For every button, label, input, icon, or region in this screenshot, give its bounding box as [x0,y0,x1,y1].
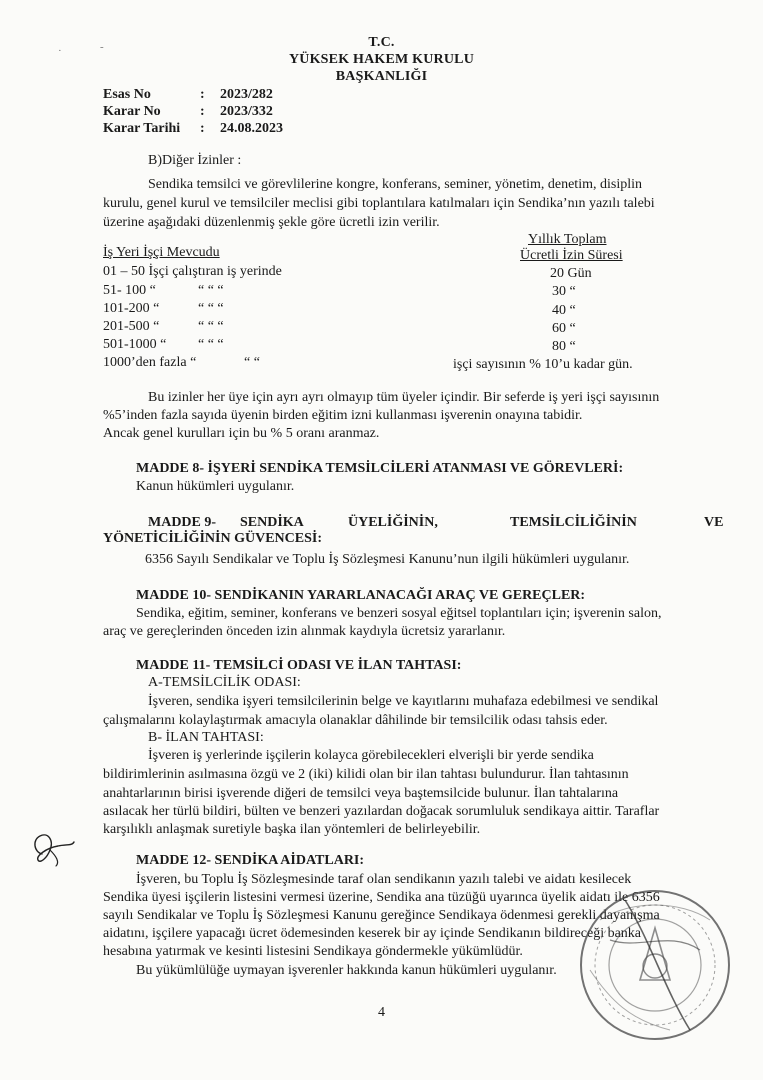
meta-colon: : [200,104,205,119]
subsection-a-title: A-TEMSİLCİLİK ODASI: [148,675,301,690]
table-row-label: 1000’den fazla “ [103,355,197,370]
scan-speck: - [100,41,104,53]
header-presidency: BAŞKANLIĞI [335,69,428,84]
paragraph-line: Sendika, eğitim, seminer, konferans ve benzeri sosyal eğitsel toplantıları için; işverenin salon, [136,606,662,621]
paragraph-line: çalışmalarını kolaylaştırmak amacıyla olanaklar dâhilinde bir temsilcilik odası tahsis eder. [103,713,608,728]
article-9-title-part: SENDİKA [240,515,304,530]
paragraph-line: araç ve gereçlerinden önceden izin alınmak kaydıyla ücretsiz yararlanır. [103,624,506,639]
paragraph-line: sayılı Sendikalar ve Toplu İş Sözleşmesi Kanunu gereğince Sendikaya ödenmesi gerekli dayanışma [103,908,660,923]
meta-value-karar: 2023/332 [220,104,273,119]
article-8-title: MADDE 8- İŞYERİ SENDİKA TEMSİLCİLERİ ATANMASI VE GÖREVLERİ: [136,461,624,476]
table-row-value: 20 Gün [550,266,592,281]
meta-value-date: 24.08.2023 [220,121,283,136]
article-9-title-part: VE [704,515,724,530]
scan-speck: · [58,45,62,57]
table-row-ditto: “ “ “ [198,337,224,352]
paragraph-line: %5’inden fazla sayıda üyenin birden eğitim izni kullanması işverenin onayına tabidir. [103,408,583,423]
article-9-title-part: ÜYELİĞİNİN, [348,515,438,530]
header-tc: T.C. [368,35,395,50]
table-header-annual: Yıllık Toplam [528,232,607,247]
paragraph-line: bildirimlerinin asılmasına özgü ve 2 (iki) kilidi olan bir ilan tahtası bulundurur. İlan tahtasının [103,767,629,782]
official-seal [570,880,740,1050]
table-row-label: 501-1000 “ [103,337,167,352]
meta-label-esas: Esas No [103,87,151,102]
paragraph-line: hesabına yatırmak ve kesinti listesini Sendikaya göndermekle yükümlüdür. [103,944,523,959]
header-court: YÜKSEK HAKEM KURULU [288,52,475,67]
paragraph-line: üzerine aşağıdaki düzenlenmiş şekle göre ücretli izin verilir. [103,215,440,230]
table-row-label: 201-500 “ [103,319,160,334]
table-row-value: 40 “ [552,303,576,318]
article-11-title: MADDE 11- TEMSİLCİ ODASI VE İLAN TAHTASI: [136,658,462,673]
paragraph-line: Bu yükümlülüğe uymayan işverenler hakkında kanun hükümleri uygulanır. [136,963,557,978]
article-9-title-cont: YÖNETİCİLİĞİNİN GÜVENCESİ: [103,531,322,546]
article-12-title: MADDE 12- SENDİKA AİDATLARI: [136,853,365,868]
paragraph-line: Bu izinler her üye için ayrı ayrı olmayıp tüm üyeler içindir. Bir seferde iş yeri işçi sayısının [148,390,660,405]
handwritten-initial [28,826,78,870]
table-header-workforce: İş Yeri İşçi Mevcudu [103,245,220,260]
paragraph-line: İşveren, sendika işyeri temsilcilerinin belge ve kayıtlarını muhafaza edebilmesi ve sendikal [148,694,659,709]
paragraph-line: asılacak her türlü bildiri, bülten ve benzeri yazılardan doğacak sorumluluk sendikaya aittir. Taraflar [103,804,660,819]
article-10-title: MADDE 10- SENDİKANIN YARARLANACAĞI ARAÇ VE GEREÇLER: [136,588,586,603]
article-9-title-part: MADDE 9- [148,515,217,530]
table-row-value: 60 “ [552,321,576,336]
table-row-label: 01 – 50 İşçi çalıştıran iş yerinde [103,264,282,279]
table-row-value: işçi sayısının % 10’u kadar gün. [453,357,633,372]
paragraph-line: İşveren, bu Toplu İş Sözleşmesinde taraf olan sendikanın yazılı talebi ve aidatı kesilecek [136,872,632,887]
paragraph-line: İşveren iş yerlerinde işçilerin kolayca görebilecekleri elverişli bir yerde sendika [148,748,594,763]
paragraph-line: Sendika temsilci ve görevlilerine kongre, konferans, seminer, yönetim, denetim, disiplin [148,177,642,192]
meta-colon: : [200,121,205,136]
table-row-ditto: “ “ “ [198,301,224,316]
article-9-title-part: TEMSİLCİLİĞİNİN [510,515,637,530]
article-9-text: 6356 Sayılı Sendikalar ve Toplu İş Sözleşmesi Kanunu’nun ilgili hükümleri uygulanır. [145,552,630,567]
section-title-other-permits: B)Diğer İzinler : [148,153,242,168]
paragraph-line: karşılıklı anlaşmak suretiyle başka ilan yöntemleri de belirleyebilir. [103,822,481,837]
page-number: 4 [378,1005,385,1020]
table-row-ditto: “ “ [244,355,260,370]
paragraph-line: anahtarlarının birisi işverende diğeri de temsilci veya baştemsilcide bulunur. İlan tahtalarına [103,786,619,801]
paragraph-line: Ancak genel kurulları için bu % 5 oranı aranmaz. [103,426,380,441]
meta-colon: : [200,87,205,102]
table-header-paid-leave: Ücretli İzin Süresi [520,248,623,263]
meta-label-date: Karar Tarihi [103,121,181,136]
meta-label-karar: Karar No [103,104,161,119]
paragraph-line: kurulu, genel kurul ve temsilciler meclisi gibi toplantılara katılmaları için Sendika’nın yazılı talebi [103,196,655,211]
table-row-label: 51- 100 “ [103,283,156,298]
paragraph-line: Sendika üyesi işçilerin listesini vermesi üzerine, Sendika ana tüzüğü uyarınca üyelik aidatı ile 6356 [103,890,660,905]
table-row-ditto: “ “ “ [198,319,224,334]
table-row-label: 101-200 “ [103,301,160,316]
table-row-ditto: “ “ “ [198,283,224,298]
meta-value-esas: 2023/282 [220,87,273,102]
paragraph-line: aidatını, işçilere yapacağı ücret ödemesinden keserek bir ay içinde Sendikanın bildireceği banka [103,926,642,941]
table-row-value: 30 “ [552,284,576,299]
subsection-b-title: B- İLAN TAHTASI: [148,730,264,745]
table-row-value: 80 “ [552,339,576,354]
article-8-text: Kanun hükümleri uygulanır. [136,479,295,494]
